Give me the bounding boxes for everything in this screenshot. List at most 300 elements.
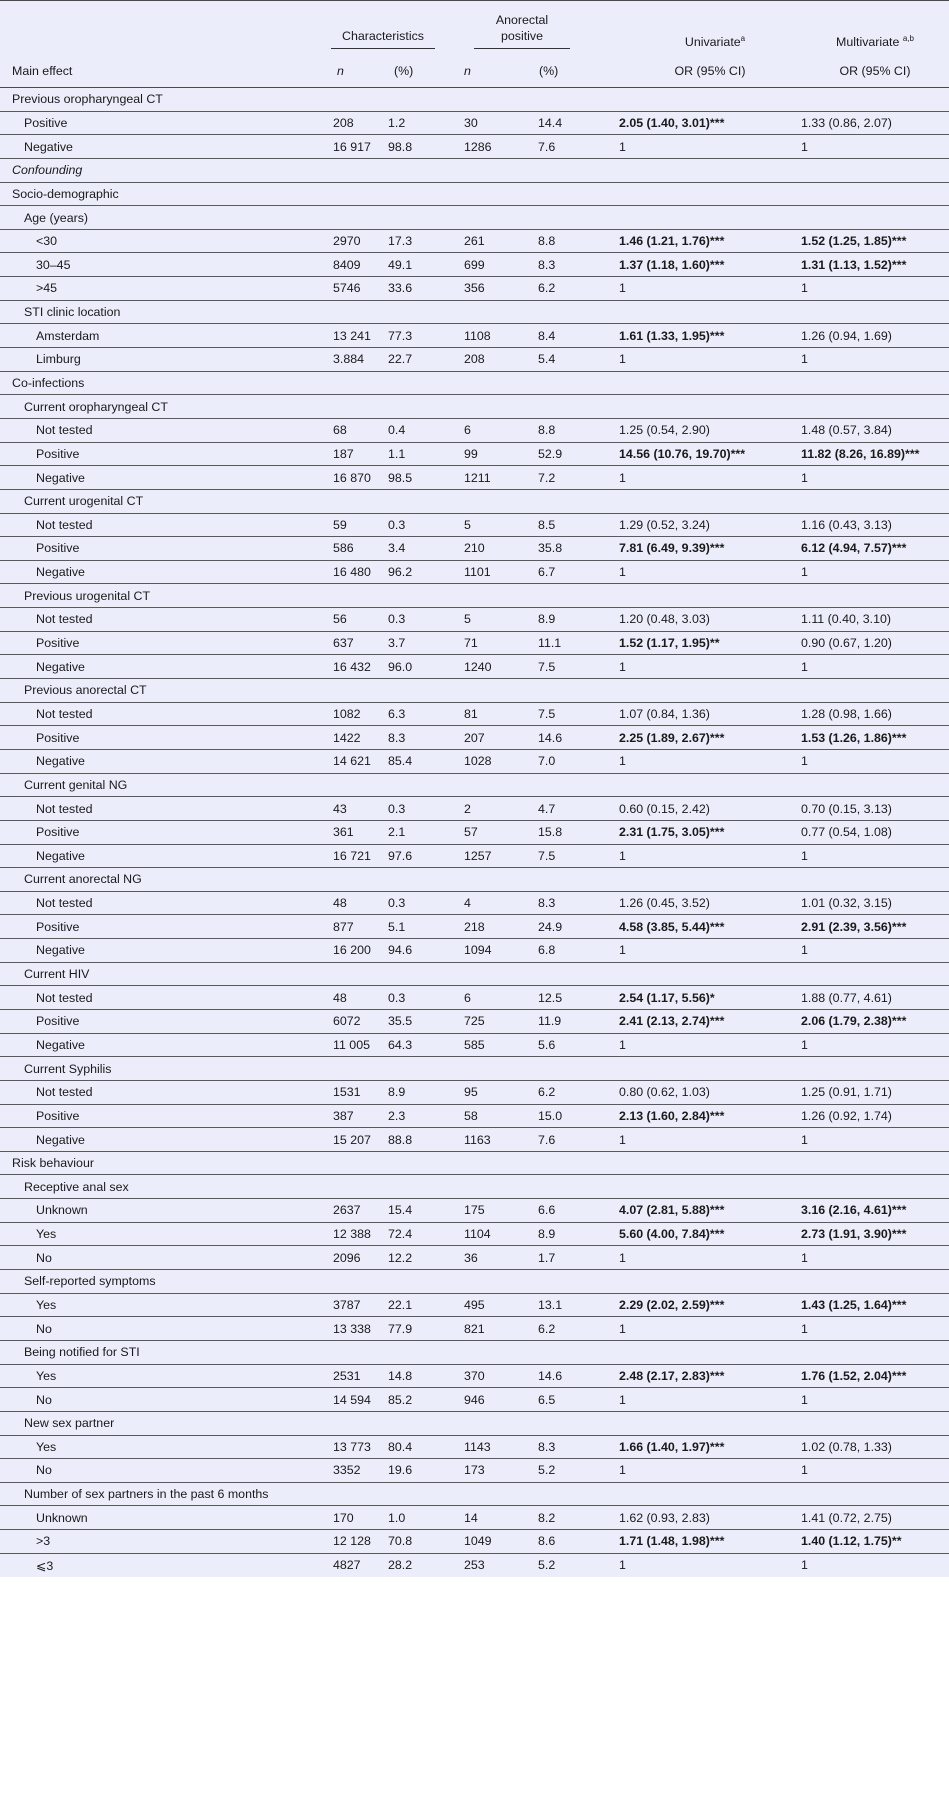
cell-multivariate-or [801, 868, 949, 892]
cell-univariate-or: 7.81 (6.49, 9.39)*** [619, 541, 725, 556]
cell-anorectal-pct: 8.3 [538, 257, 556, 272]
cell-multivariate-or: 1 [801, 1321, 808, 1336]
cell-multivariate-or: 2.73 (1.91, 3.90)*** [801, 1227, 907, 1242]
cell-anorectal-pct: 11.9 [538, 1014, 562, 1029]
table-row [0, 1459, 949, 1483]
cell-anorectal-n: 1108 [464, 328, 491, 343]
cell-multivariate-or: 1.52 (1.25, 1.85)*** [801, 234, 907, 249]
row-label: >45 [36, 281, 58, 296]
univariate-text: Univariate [684, 35, 741, 49]
cell-multivariate-or: 0.77 (0.54, 1.08) [801, 825, 892, 840]
cell-univariate-or [619, 1340, 801, 1364]
table-row [0, 324, 949, 348]
cell-anorectal-pct [523, 1340, 619, 1364]
cell-univariate-or: 2.48 (2.17, 2.83)*** [619, 1368, 725, 1383]
cell-anorectal-pct: 8.8 [538, 423, 556, 438]
cell-anorectal-pct [523, 1057, 619, 1081]
cell-anorectal-pct [523, 1270, 619, 1294]
section-label: STI clinic location [24, 305, 121, 320]
cell-pct: 8.9 [388, 1085, 406, 1100]
cell-anorectal-n: 261 [464, 234, 485, 249]
cell-anorectal-n [454, 206, 523, 230]
cell-pct: 33.6 [388, 281, 413, 296]
table-row [0, 418, 949, 442]
cell-anorectal-pct [523, 584, 619, 608]
section-label: Age (years) [24, 210, 89, 225]
table-row [0, 1506, 949, 1530]
table-row [0, 1104, 949, 1128]
cell-anorectal-pct: 11.1 [538, 636, 562, 651]
cell-n: 16 480 [333, 565, 371, 580]
anorectal-label-line1: Anorectal [495, 13, 549, 27]
cell-univariate-or: 2.29 (2.02, 2.59)*** [619, 1297, 725, 1312]
cell-pct: 85.2 [388, 1392, 413, 1407]
cell-anorectal-n: 1104 [464, 1227, 491, 1242]
cell-anorectal-n: 210 [464, 541, 485, 556]
cell-anorectal-n [454, 88, 523, 112]
cell-pct: 5.1 [388, 919, 406, 934]
cell-univariate-or: 1.52 (1.17, 1.95)** [619, 636, 720, 651]
row-label: ⩽3 [36, 1558, 54, 1573]
cell-anorectal-n [454, 489, 523, 513]
cell-anorectal-pct: 7.2 [538, 470, 556, 485]
section-label: Socio-demographic [12, 186, 119, 201]
cell-anorectal-pct: 13.1 [538, 1297, 563, 1312]
section-label: Self-reported symptoms [24, 1274, 156, 1289]
cell-anorectal-pct [523, 371, 619, 395]
cell-univariate-or: 1 [619, 754, 626, 769]
cell-multivariate-or: 1.01 (0.32, 3.15) [801, 896, 892, 911]
cell-multivariate-or [801, 1057, 949, 1081]
cell-anorectal-n: 4 [464, 896, 471, 911]
section-label: Current oropharyngeal CT [24, 399, 168, 414]
cell-multivariate-or: 1.02 (0.78, 1.33) [801, 1439, 892, 1454]
cell-univariate-or: 2.54 (1.17, 5.56)* [619, 990, 715, 1005]
table-section-row [0, 1411, 949, 1435]
table-section-row [0, 88, 949, 112]
cell-anorectal-pct: 8.3 [538, 1439, 556, 1454]
table-row [0, 1033, 949, 1057]
cell-n: 2096 [333, 1250, 361, 1265]
cell-anorectal-n: 1163 [464, 1132, 491, 1147]
cell-n: 13 773 [333, 1439, 371, 1454]
table-section-row [0, 182, 949, 206]
cell-multivariate-or: 2.06 (1.79, 2.38)*** [801, 1014, 907, 1029]
cell-anorectal-pct: 6.6 [538, 1203, 556, 1218]
section-label: Number of sex partners in the past 6 months [24, 1487, 269, 1502]
cell-multivariate-or: 1 [801, 281, 808, 296]
cell-pct: 88.8 [388, 1132, 413, 1147]
row-label: 30–45 [36, 257, 71, 272]
cell-univariate-or: 1 [619, 139, 626, 154]
cell-n: 59 [333, 517, 347, 532]
cell-anorectal-n: 1101 [464, 565, 491, 580]
cell-anorectal-pct: 24.9 [538, 919, 563, 934]
univariate-header [619, 1, 801, 55]
cell-multivariate-or [801, 206, 949, 230]
row-label: Yes [36, 1439, 57, 1454]
cell-pct: 0.4 [388, 423, 406, 438]
cell-anorectal-n: 58 [464, 1108, 478, 1123]
cell-univariate-or: 1 [619, 659, 626, 674]
cell-anorectal-pct: 35.8 [538, 541, 563, 556]
cell-multivariate-or [801, 489, 949, 513]
cell-pct: 1.1 [388, 446, 406, 461]
cell-anorectal-pct [523, 88, 619, 112]
cell-multivariate-or: 1.26 (0.92, 1.74) [801, 1108, 892, 1123]
table-row [0, 1009, 949, 1033]
cell-pct: 35.5 [388, 1014, 413, 1029]
univariate-label [629, 34, 801, 55]
cell-multivariate-or [801, 679, 949, 703]
cell-n: 5746 [333, 281, 361, 296]
cell-n: 6072 [333, 1014, 361, 1029]
row-label: Not tested [36, 801, 93, 816]
cell-multivariate-or [801, 1175, 949, 1199]
cell-multivariate-or: 1 [801, 1558, 808, 1573]
cell-n: 48 [333, 990, 347, 1005]
table-row [0, 702, 949, 726]
row-label: Positive [36, 541, 80, 556]
cell-anorectal-pct: 6.5 [538, 1392, 556, 1407]
row-label: Not tested [36, 706, 93, 721]
cell-anorectal-pct: 7.6 [538, 1132, 556, 1147]
table-row [0, 1080, 949, 1104]
cell-pct: 72.4 [388, 1227, 413, 1242]
cell-anorectal-n: 175 [464, 1203, 485, 1218]
cell-univariate-or: 1.66 (1.40, 1.97)*** [619, 1439, 725, 1454]
table-row [0, 466, 949, 490]
cell-univariate-or: 1 [619, 1463, 626, 1478]
cell-multivariate-or [801, 1482, 949, 1506]
cell-multivariate-or [801, 1340, 949, 1364]
cell-anorectal-n: 36 [464, 1250, 478, 1265]
row-label: Negative [36, 848, 85, 863]
cell-anorectal-pct: 5.2 [538, 1463, 556, 1478]
table-section-row [0, 962, 949, 986]
cell-anorectal-pct: 5.4 [538, 352, 556, 367]
cell-univariate-or [619, 962, 801, 986]
cell-anorectal-pct: 7.5 [538, 706, 556, 721]
cell-univariate-or: 1.71 (1.48, 1.98)*** [619, 1534, 725, 1549]
cell-anorectal-pct: 8.3 [538, 896, 556, 911]
row-label: Negative [36, 754, 85, 769]
cell-n: 170 [333, 1510, 354, 1525]
cell-univariate-or [619, 679, 801, 703]
cell-univariate-or: 1.29 (0.52, 3.24) [619, 517, 710, 532]
cell-anorectal-n [454, 679, 523, 703]
cell-pct: 0.3 [388, 990, 406, 1005]
row-label: <30 [36, 234, 58, 249]
cell-univariate-or [619, 300, 801, 324]
cell-multivariate-or [801, 371, 949, 395]
table-row [0, 560, 949, 584]
cell-univariate-or: 0.60 (0.15, 2.42) [619, 801, 710, 816]
cell-n: 12 128 [333, 1534, 371, 1549]
cell-univariate-or [619, 1482, 801, 1506]
cell-n: 11 005 [333, 1037, 370, 1052]
cell-anorectal-n: 6 [464, 423, 471, 438]
section-label: Current anorectal NG [24, 872, 142, 887]
cell-multivariate-or: 0.90 (0.67, 1.20) [801, 636, 892, 651]
cell-multivariate-or: 1 [801, 1392, 808, 1407]
cell-pct: 97.6 [388, 848, 413, 863]
row-label: Not tested [36, 896, 93, 911]
table-row [0, 229, 949, 253]
cell-anorectal-n: 81 [464, 706, 478, 721]
characteristics-label: Characteristics [331, 28, 435, 49]
cell-anorectal-pct [523, 868, 619, 892]
section-label: Current genital NG [24, 777, 128, 792]
cell-n: 16 917 [333, 139, 371, 154]
cell-anorectal-pct [523, 1411, 619, 1435]
table-row [0, 537, 949, 561]
cell-anorectal-pct: 12.5 [538, 990, 563, 1005]
cell-multivariate-or: 1 [801, 565, 808, 580]
cell-univariate-or: 1 [619, 281, 626, 296]
cell-n: 208 [333, 115, 354, 130]
multivariate-footnote: a,b [902, 33, 914, 43]
cell-n: 1531 [333, 1085, 361, 1100]
cell-pct [382, 206, 454, 230]
section-label: Previous anorectal CT [24, 683, 147, 698]
section-label: Co-infections [12, 376, 85, 390]
table-row [0, 1222, 949, 1246]
cell-pct [382, 1057, 454, 1081]
table-section-row [0, 1175, 949, 1199]
n-header-characteristics: n [337, 64, 344, 78]
row-label: Negative [36, 565, 85, 580]
row-label: Unknown [36, 1510, 88, 1525]
cell-univariate-or: 4.07 (2.81, 5.88)*** [619, 1203, 725, 1218]
cell-n [321, 1175, 382, 1199]
cell-pct: 8.3 [388, 730, 406, 745]
anorectal-positive-header [454, 1, 619, 55]
cell-multivariate-or: 6.12 (4.94, 7.57)*** [801, 541, 907, 556]
cell-anorectal-pct: 14.4 [538, 115, 563, 130]
cell-univariate-or [619, 206, 801, 230]
cell-multivariate-or: 1 [801, 848, 808, 863]
cell-anorectal-n: 1094 [464, 943, 492, 958]
cell-anorectal-n [454, 395, 523, 419]
cell-multivariate-or: 0.70 (0.15, 3.13) [801, 801, 892, 816]
cell-univariate-or: 1 [619, 1132, 626, 1147]
cell-multivariate-or: 1.33 (0.86, 2.07) [801, 115, 892, 130]
cell-pct: 64.3 [388, 1037, 413, 1052]
row-label: Not tested [36, 612, 93, 627]
table-row [0, 253, 949, 277]
cell-pct [382, 300, 454, 324]
cell-anorectal-n [454, 773, 523, 797]
row-label: No [36, 1463, 52, 1478]
cell-anorectal-pct [523, 300, 619, 324]
cell-n: 48 [333, 896, 347, 911]
cell-anorectal-n: 1211 [464, 470, 491, 485]
cell-pct: 2.3 [388, 1108, 406, 1123]
cell-pct: 1.2 [388, 115, 406, 130]
table-header [0, 1, 949, 88]
table-section-row [0, 300, 949, 324]
row-label: Yes [36, 1227, 57, 1242]
cell-n: 2970 [333, 234, 361, 249]
cell-pct [382, 1411, 454, 1435]
row-label: Positive [36, 446, 80, 461]
anorectal-positive-label [474, 12, 570, 49]
table-section-row [0, 1057, 949, 1081]
cell-pct [382, 489, 454, 513]
cell-anorectal-n: 356 [464, 281, 485, 296]
cell-univariate-or: 1 [619, 565, 626, 580]
cell-univariate-or: 1.46 (1.21, 1.76)*** [619, 234, 725, 249]
cell-anorectal-pct [523, 206, 619, 230]
cell-anorectal-pct: 7.0 [538, 754, 556, 769]
cell-pct: 96.0 [388, 659, 413, 674]
cell-anorectal-n: 5 [464, 612, 471, 627]
cell-n: 1082 [333, 706, 361, 721]
cell-pct [382, 1175, 454, 1199]
cell-pct [382, 158, 454, 182]
cell-n: 13 338 [333, 1321, 371, 1336]
section-label: Risk behaviour [12, 1156, 94, 1171]
table-row [0, 726, 949, 750]
cell-n [321, 1270, 382, 1294]
section-label: Current HIV [24, 967, 90, 982]
table-row [0, 939, 949, 963]
table-row [0, 348, 949, 372]
cell-anorectal-n: 30 [464, 115, 478, 130]
or-ci-header-multivariate: OR (95% CI) [839, 64, 911, 78]
cell-n: 361 [333, 825, 354, 840]
cell-anorectal-n: 95 [464, 1085, 478, 1100]
cell-univariate-or: 4.58 (3.85, 5.44)*** [619, 919, 725, 934]
cell-multivariate-or: 1 [801, 1132, 808, 1147]
table-row [0, 631, 949, 655]
cell-anorectal-n: 207 [464, 730, 485, 745]
cell-anorectal-pct [523, 182, 619, 206]
cell-pct: 49.1 [388, 257, 413, 272]
row-label: Unknown [36, 1203, 88, 1218]
cell-univariate-or [619, 1270, 801, 1294]
cell-anorectal-pct: 8.5 [538, 517, 556, 532]
cell-anorectal-n [454, 158, 523, 182]
cell-multivariate-or: 1 [801, 470, 808, 485]
cell-univariate-or [619, 1411, 801, 1435]
table-section-row [0, 1270, 949, 1294]
section-label: Current urogenital CT [24, 494, 144, 509]
cell-multivariate-or: 1.26 (0.94, 1.69) [801, 328, 892, 343]
cell-pct: 80.4 [388, 1439, 413, 1454]
cell-anorectal-n [454, 300, 523, 324]
cell-pct: 19.6 [388, 1463, 413, 1478]
cell-anorectal-n: 495 [464, 1297, 485, 1312]
cell-multivariate-or [801, 1411, 949, 1435]
table-row [0, 1317, 949, 1341]
cell-n: 3352 [333, 1463, 361, 1478]
cell-univariate-or: 1.07 (0.84, 1.36) [619, 706, 710, 721]
cell-univariate-or: 1.61 (1.33, 1.95)*** [619, 328, 725, 343]
cell-multivariate-or [801, 1270, 949, 1294]
pct-header-characteristics: (%) [394, 64, 414, 78]
cell-univariate-or: 1 [619, 1037, 626, 1052]
cell-anorectal-pct: 6.2 [538, 1321, 556, 1336]
cell-n [321, 206, 382, 230]
cell-anorectal-n: 173 [464, 1463, 485, 1478]
cell-univariate-or: 2.31 (1.75, 3.05)*** [619, 825, 725, 840]
cell-n: 56 [333, 612, 347, 627]
cell-anorectal-n: 370 [464, 1368, 485, 1383]
cell-anorectal-pct [523, 395, 619, 419]
cell-n [321, 395, 382, 419]
cell-multivariate-or [801, 773, 949, 797]
section-label: Previous urogenital CT [24, 588, 151, 603]
table-row [0, 749, 949, 773]
cell-pct: 3.4 [388, 541, 406, 556]
cell-univariate-or [619, 158, 801, 182]
row-label: Limburg [36, 352, 81, 367]
cell-pct: 0.3 [388, 612, 406, 627]
cell-n: 2637 [333, 1203, 361, 1218]
cell-n: 16 870 [333, 470, 371, 485]
table-row [0, 986, 949, 1010]
cell-univariate-or [619, 395, 801, 419]
table-row [0, 135, 949, 159]
table-row [0, 820, 949, 844]
row-label: Yes [36, 1297, 57, 1312]
cell-multivariate-or: 2.91 (2.39, 3.56)*** [801, 919, 907, 934]
cell-anorectal-pct: 6.2 [538, 1085, 556, 1100]
table-section-row [0, 773, 949, 797]
cell-n: 637 [333, 636, 354, 651]
row-label: Negative [36, 659, 85, 674]
table-section-row [0, 1482, 949, 1506]
cell-anorectal-pct: 8.2 [538, 1510, 556, 1525]
cell-pct: 0.3 [388, 896, 406, 911]
cell-univariate-or [619, 182, 801, 206]
cell-n: 3.884 [333, 352, 365, 367]
cell-pct: 77.9 [388, 1321, 413, 1336]
cell-n [321, 1057, 382, 1081]
table-row [0, 277, 949, 301]
table-row [0, 1388, 949, 1412]
cell-pct: 70.8 [388, 1534, 413, 1549]
pct-header-anorectal: (%) [539, 64, 559, 78]
cell-pct [382, 371, 454, 395]
cell-anorectal-n: 1286 [464, 139, 492, 154]
cell-n: 12 388 [333, 1227, 371, 1242]
row-label: Negative [36, 470, 85, 485]
cell-univariate-or: 1.62 (0.93, 2.83) [619, 1510, 710, 1525]
table-row [0, 797, 949, 821]
cell-pct: 6.3 [388, 706, 406, 721]
cell-anorectal-n: 1028 [464, 754, 492, 769]
table-row [0, 655, 949, 679]
cell-anorectal-n: 1240 [464, 659, 492, 674]
characteristics-header [321, 1, 454, 55]
cell-pct: 77.3 [388, 328, 413, 343]
cell-n: 68 [333, 423, 347, 438]
table-row [0, 915, 949, 939]
cell-n [321, 182, 382, 206]
cell-univariate-or: 1.20 (0.48, 3.03) [619, 612, 710, 627]
cell-anorectal-n: 5 [464, 517, 471, 532]
cell-pct: 0.3 [388, 801, 406, 816]
cell-univariate-or: 1.26 (0.45, 3.52) [619, 896, 710, 911]
cell-pct: 28.2 [388, 1558, 413, 1573]
cell-pct: 1.0 [388, 1510, 406, 1525]
row-label: No [36, 1250, 52, 1265]
cell-n: 1422 [333, 730, 361, 745]
cell-anorectal-pct: 8.6 [538, 1534, 556, 1549]
